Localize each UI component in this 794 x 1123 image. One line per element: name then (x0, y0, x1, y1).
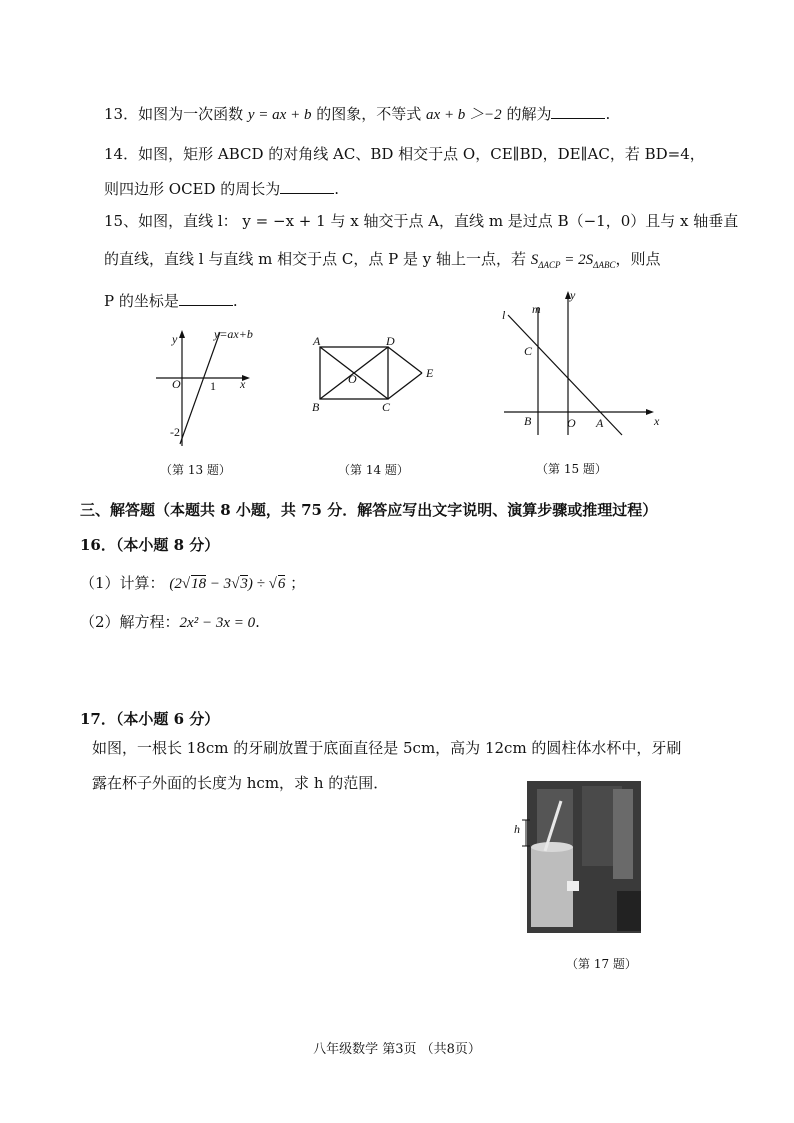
fig14-E: E (426, 366, 434, 380)
fig14-A: A (313, 334, 321, 348)
q13-part2: 的图象，不等式 (316, 105, 422, 123)
figure-15 (496, 285, 666, 440)
q16-part2-label: （2）解方程： (80, 613, 180, 631)
fig13-x-label: x (240, 377, 246, 391)
fig15-x: x (654, 414, 660, 428)
q13-inequality: ax + b ＞−2 (426, 107, 502, 123)
q15-line3 (104, 290, 238, 311)
q13-text (104, 103, 610, 124)
q16-part1-end: ； (290, 574, 306, 592)
fig15-A: A (596, 416, 604, 430)
fig13-line-label: y=ax+b (214, 327, 253, 341)
q15-text1: 如图，直线 l： y = −x + 1 与 x 轴交于点 A，直线 m 是过点 B（−1，0）且与 x 轴垂直 (138, 212, 739, 230)
fig15-m: m (532, 302, 541, 316)
fig15-y: y (570, 288, 576, 302)
fig14-O: O (348, 372, 357, 386)
q15-text2-end: ，则点 (615, 250, 661, 268)
q16-part1 (80, 572, 305, 593)
q13-number: 13． (104, 105, 139, 123)
fig13-neg2-label: -2 (170, 425, 180, 439)
q17-line2: 露在杯子外面的长度为 hcm，求 h 的范围． (92, 774, 389, 792)
q15-answer-blank[interactable] (179, 291, 233, 306)
fig13-y-label: y (172, 332, 178, 346)
q14-text1: 如图，矩形 ABCD 的对角线 AC、BD 相交于点 O，CE∥BD，DE∥AC，若 BD=4， (138, 145, 705, 163)
fig13-origin-label: O (172, 377, 181, 391)
q13-part1: 如图为一次函数 (138, 105, 244, 123)
q14-answer-blank[interactable] (280, 179, 334, 194)
fig15-C: C (524, 344, 533, 358)
fig14-C: C (382, 400, 391, 414)
q17-h-label: h (514, 822, 520, 836)
fig13-one-label: 1 (210, 379, 216, 393)
q16-part1-expression: (2√18 − 3√3) ÷ √6 (169, 576, 286, 592)
q17-h-bracket (520, 818, 532, 848)
q13-equation: y = ax + b (247, 107, 312, 123)
fig15-B: B (524, 414, 532, 428)
figure-13 (150, 320, 260, 450)
q14-text2: 则四边形 OCED 的周长为 (104, 180, 281, 198)
q16-part2-equation: 2x² − 3x = 0 (179, 615, 256, 631)
fig15-caption: （第 15 题） (536, 462, 607, 476)
q14-number: 14． (104, 145, 139, 163)
fig14-D: D (386, 334, 395, 348)
q17-line1: 如图，一根长 18cm 的牙刷放置于底面直径是 5cm，高为 12cm 的圆柱体水杯中，牙刷 (92, 739, 682, 757)
q14-line2 (104, 178, 339, 199)
section-3-heading: 三、解答题（本题共 8 小题，共 75 分．解答应写出文字说明、演算步骤或推理过程） (80, 501, 658, 519)
q15-text3: P 的坐标是 (104, 292, 179, 310)
q15-end: . (232, 292, 238, 310)
q15-area-expression: $S_{\Delta ACP} = 2S_{\Delta ABC}$ (530, 252, 616, 270)
figure-14 (310, 335, 440, 415)
q15-number: 15、 (104, 212, 139, 230)
q15-text2: 的直线，直线 l 与直线 m 相交于点 C，点 P 是 y 轴上一点，若 (104, 250, 526, 268)
fig15-l: l (502, 308, 506, 322)
q17-caption: （第 17 题） (566, 957, 637, 971)
fig14-B: B (312, 400, 320, 414)
fig15-O: O (567, 416, 576, 430)
q14-line1 (104, 143, 705, 164)
toothbrush-cup-photo (527, 781, 641, 933)
fig14-caption: （第 14 题） (338, 463, 409, 477)
q16-part2 (80, 611, 260, 632)
q16-heading: 16．（本小题 8 分） (80, 536, 220, 554)
q15-line1 (104, 210, 738, 231)
q16-part1-label: （1）计算： (80, 574, 165, 592)
fig13-caption: （第 13 题） (160, 463, 231, 477)
q13-answer-blank[interactable] (551, 104, 605, 119)
q13-part3: 的解为 (506, 105, 552, 123)
q14-end: . (334, 180, 340, 198)
q16-part2-end: . (255, 613, 260, 631)
q15-line2 (104, 248, 660, 270)
q13-end: . (605, 105, 611, 123)
q17-heading: 17．（本小题 6 分） (80, 710, 220, 728)
page-footer: 八年级数学 第3页 （共8页） (313, 1042, 481, 1057)
